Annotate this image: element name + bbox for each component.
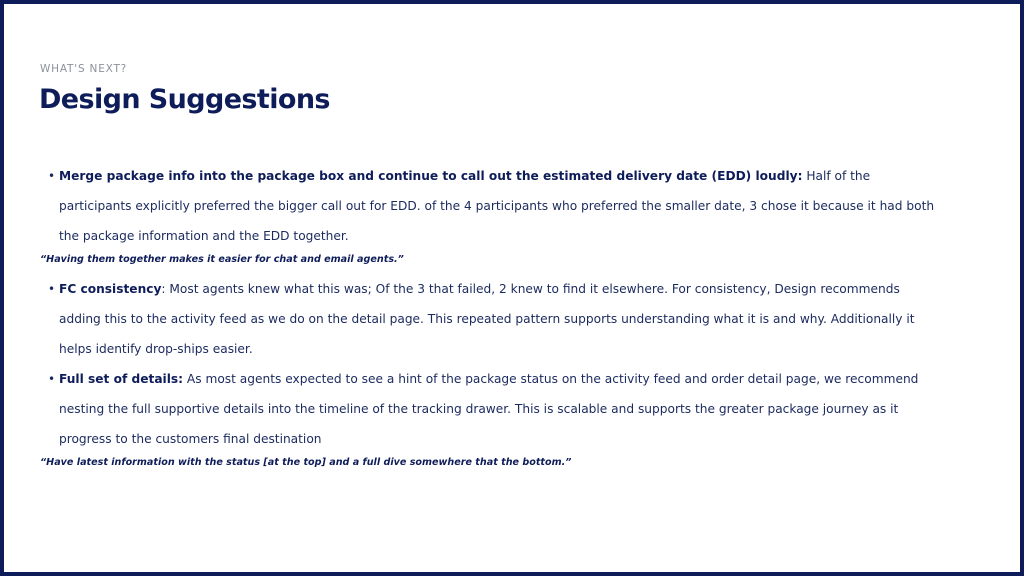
bullet-body: As most agents expected to see a hint of the package status on the activity feed and order detail page, we recommend nesting the full supportive details into the timeline of the tracking drawer. This is scalable and supports the greater package journey as it progress to the customers final destination bbox=[59, 372, 919, 446]
bullet-icon: • bbox=[48, 282, 56, 296]
bullet-list bbox=[40, 274, 940, 454]
bullet-item-full-set-of-details bbox=[40, 364, 940, 454]
participant-quote: “Have latest information with the status [at the top] and a full dive somewhere that the bottom.” bbox=[40, 457, 572, 468]
bullet-item-merge-package-info bbox=[40, 161, 940, 251]
bullet-list bbox=[40, 161, 940, 251]
bullet-heading: FC consistency bbox=[59, 282, 162, 296]
bullet-icon: • bbox=[48, 372, 56, 386]
bullet-body: Half of the participants explicitly preferred the bigger call out for EDD. of the 4 participants who preferred the smaller date, 3 chose it because it had both the package information and the EDD together. bbox=[59, 169, 935, 243]
bullet-body: : Most agents knew what this was; Of the 3 that failed, 2 knew to find it elsewhere. For consistency, Design recommends adding this to the activity feed as we do on the detail page. This repeated pattern supports understanding what it is and why. Additionally it helps identify drop-ships easier. bbox=[59, 282, 915, 356]
slide-content bbox=[40, 161, 940, 474]
bullet-heading: Full set of details: bbox=[59, 372, 184, 386]
eyebrow-label: WHAT'S NEXT? bbox=[40, 63, 128, 75]
slide-title: Design Suggestions bbox=[39, 84, 330, 115]
slide bbox=[4, 4, 1020, 572]
bullet-heading: Merge package info into the package box and continue to call out the estimated delivery date (EDD) loudly: bbox=[59, 169, 803, 183]
bullet-icon: • bbox=[48, 169, 56, 183]
bullet-item-fc-consistency bbox=[40, 274, 940, 364]
participant-quote: “Having them together makes it easier for chat and email agents.” bbox=[40, 254, 404, 265]
